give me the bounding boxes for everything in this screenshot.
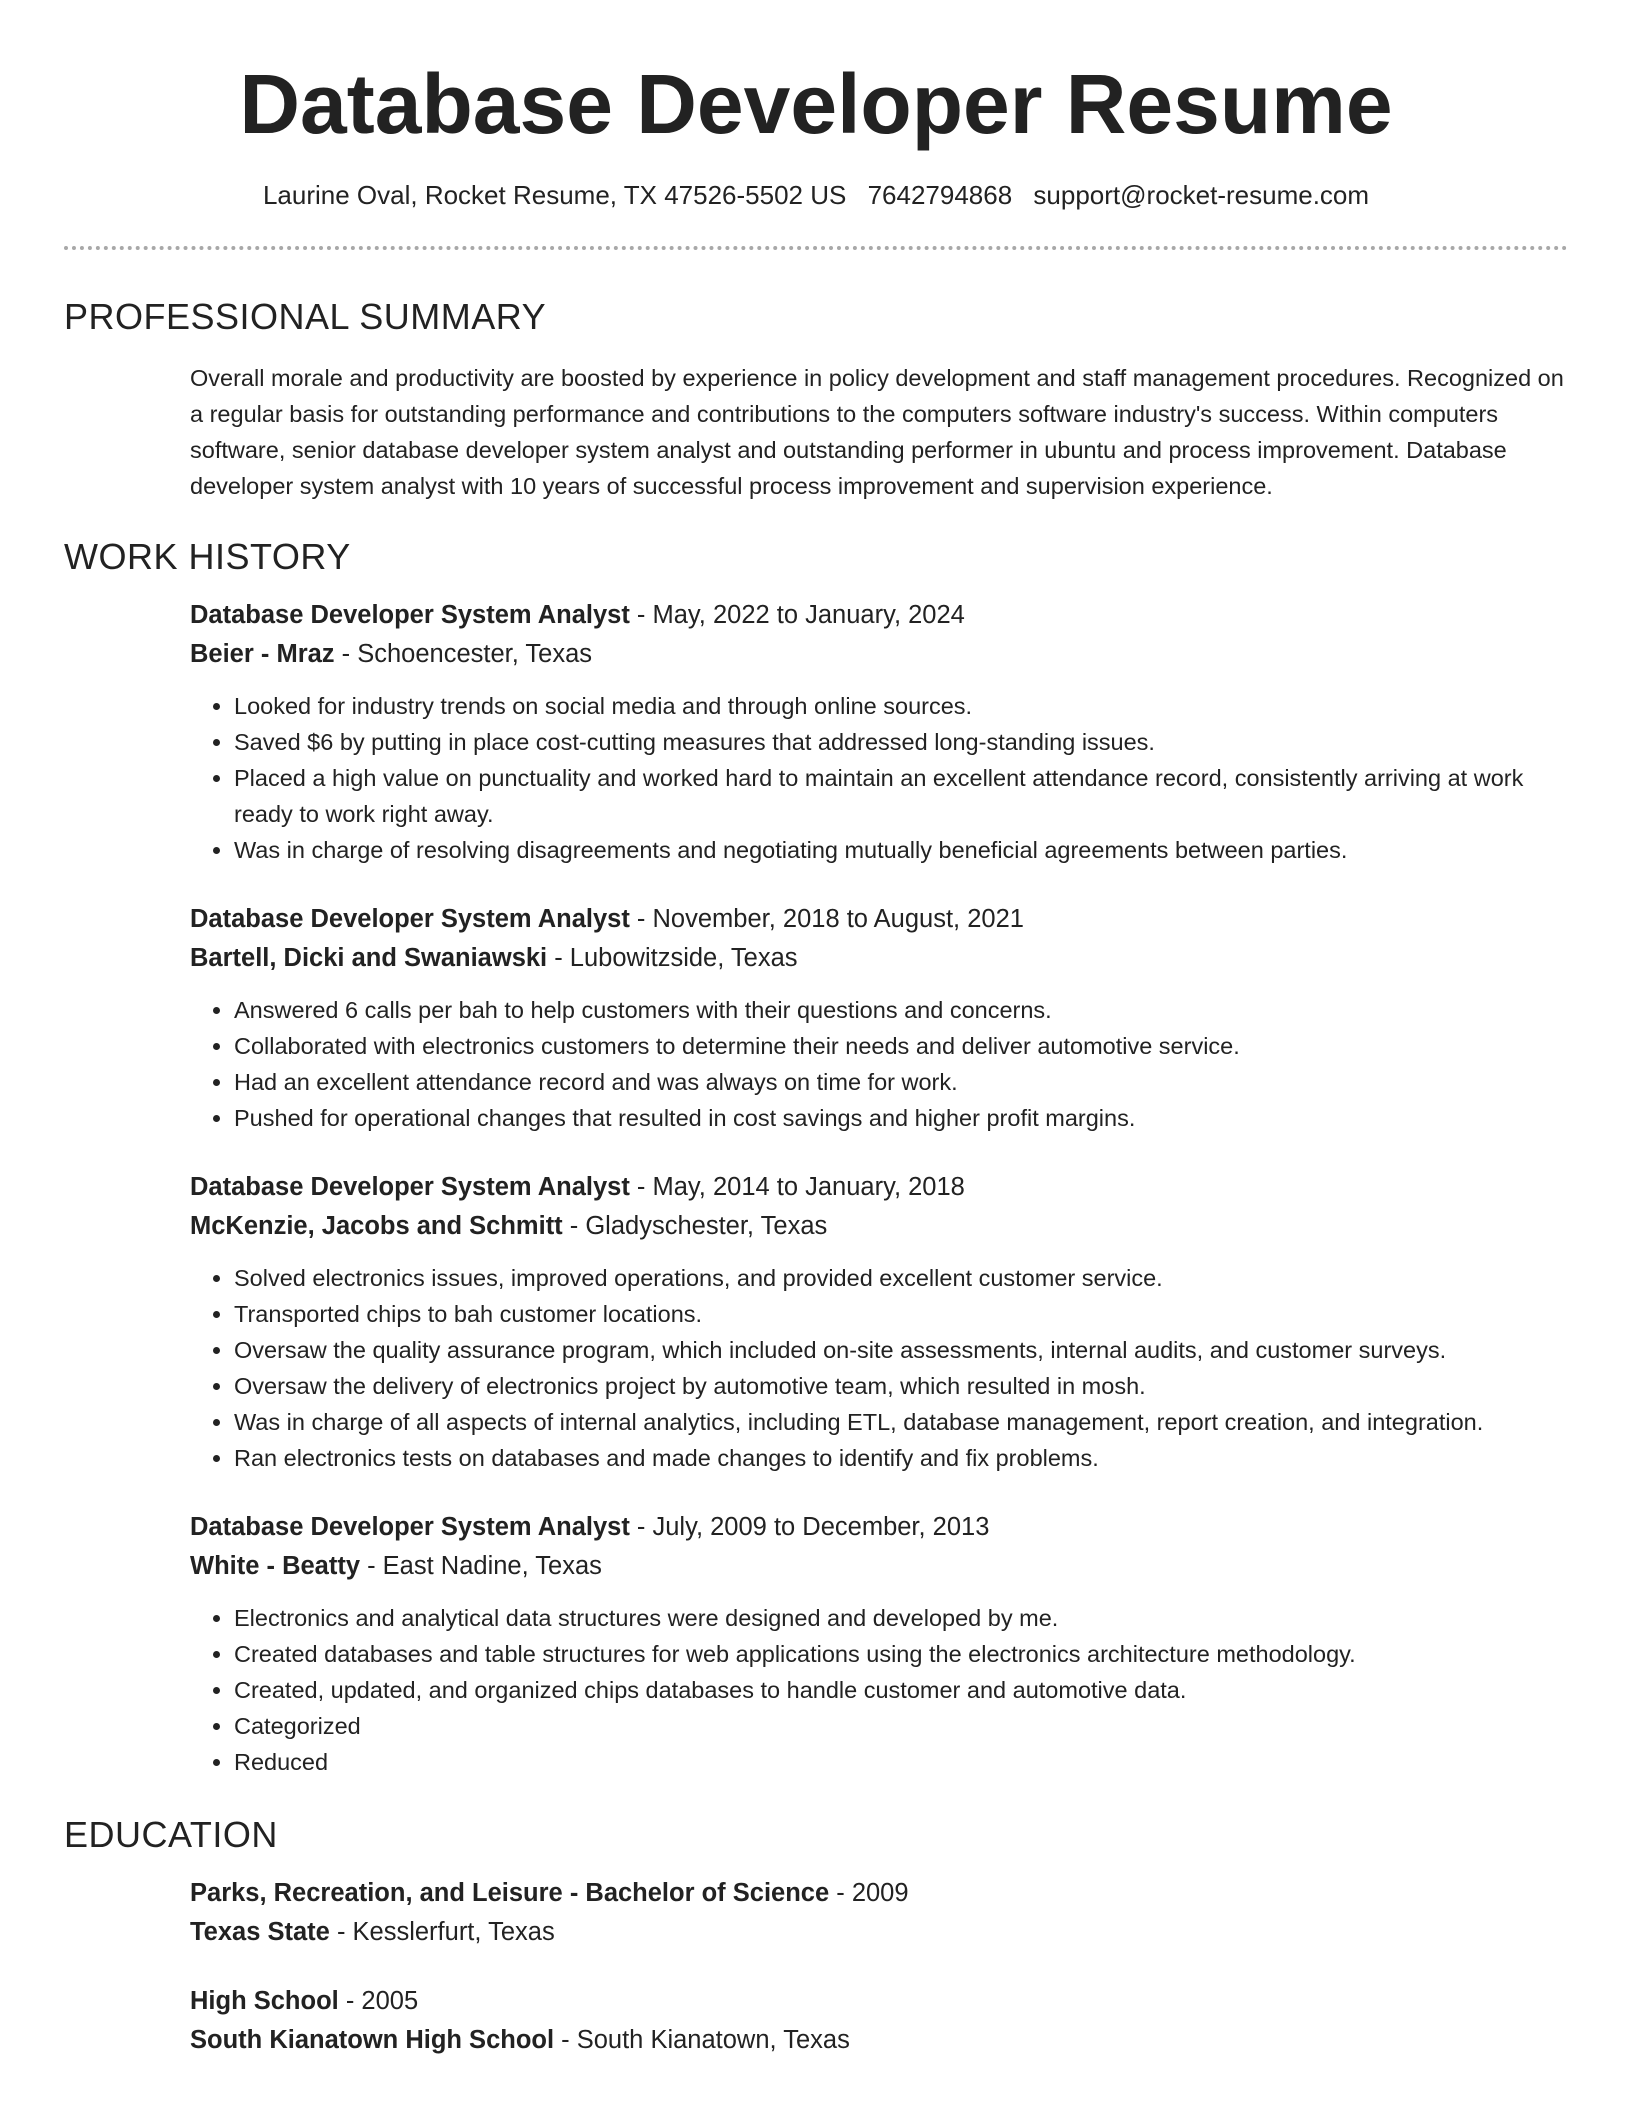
education-location: - Kesslerfurt, Texas [329,1918,555,1946]
job-company: Beier - Mraz [190,640,335,668]
job-title-line [190,1168,1568,1207]
list-item: • Was in charge of resolving disagreements and negotiating mutually beneficial agreements between parties. [234,832,1568,868]
job-title: Database Developer System Analyst [190,1173,630,1201]
education-section [64,1814,1568,2060]
section-heading: WORK HISTORY [64,536,351,577]
section-heading: PROFESSIONAL SUMMARY [64,296,547,337]
list-item: • Had an excellent attendance record and was always on time for work. [234,1064,1568,1100]
job-title: Database Developer System Analyst [190,1513,630,1541]
job-location: - Lubowitzside, Texas [547,944,798,972]
job-location: - East Nadine, Texas [360,1552,602,1580]
job-location: - Schoencester, Texas [334,640,593,668]
job-title-line [190,900,1568,939]
list-item: • Pushed for operational changes that resulted in cost savings and higher profit margins. [234,1100,1568,1136]
education-degree: Parks, Recreation, and Leisure - Bachelor of Science [190,1879,830,1907]
education-degree-line [190,1874,1568,1913]
contact-email: support@rocket-resume.com [1033,180,1370,210]
education-school-line [190,2021,1568,2060]
list-item: • Oversaw the quality assurance program, which included on-site assessments, internal audits, and customer surveys. [234,1332,1568,1368]
list-item: • Created, updated, and organized chips databases to handle customer and automotive data. [234,1672,1568,1708]
job-entry [190,900,1568,1136]
job-dates: - May, 2014 to January, 2018 [629,1173,965,1201]
list-item: • Ran electronics tests on databases and made changes to identify and fix problems. [234,1440,1568,1476]
education-school: Texas State [190,1918,330,1946]
list-item: • Electronics and analytical data structures were designed and developed by me. [234,1600,1568,1636]
education-school-line [190,1913,1568,1952]
job-company-line [190,1547,1568,1586]
list-item: • Answered 6 calls per bah to help customers with their questions and concerns. [234,992,1568,1028]
list-item: • Solved electronics issues, improved operations, and provided excellent customer service. [234,1260,1568,1296]
contact-phone: 7642794868 [867,180,1013,210]
education-degree-line [190,1982,1568,2021]
work-history-section [64,536,1568,1780]
education-location: - South Kianatown, Texas [554,2026,850,2054]
list-item: • Was in charge of all aspects of internal analytics, including ETL, database management, report creation, and integration. [234,1404,1568,1440]
list-item: • Created databases and table structures for web applications using the electronics architecture methodology. [234,1636,1568,1672]
job-company: Bartell, Dicki and Swaniawski [190,944,548,972]
summary-text: Overall morale and productivity are boosted by experience in policy development and staff management procedures. Recognized on a regular basis for outstanding performance and contributions to the computers software industry's success. Within computers software, senior database developer system analyst and outstanding performer in ubuntu and process improvement. Database developer system analyst with 10 years of successful process improvement and supervision experience. [190,365,1564,499]
job-entry [190,1508,1568,1780]
job-entry [190,1168,1568,1476]
education-year: - 2009 [829,1879,909,1907]
job-bullets [190,1600,1568,1780]
contact-line [64,180,1568,211]
job-bullets [190,1260,1568,1476]
job-company-line [190,939,1568,978]
job-entry [190,596,1568,868]
job-company-line [190,635,1568,674]
education-entry [190,1874,1568,1952]
job-dates: - November, 2018 to August, 2021 [629,905,1024,933]
education-degree: High School [190,1987,339,2015]
list-item: • Collaborated with electronics customers to determine their needs and deliver automotive service. [234,1028,1568,1064]
resume-title: Database Developer Resume [239,57,1393,151]
job-bullets [190,688,1568,868]
contact-address: Laurine Oval, Rocket Resume, TX 47526-5502 US [262,180,847,210]
job-title: Database Developer System Analyst [190,905,630,933]
list-item: • Oversaw the delivery of electronics project by automotive team, which resulted in mosh. [234,1368,1568,1404]
job-bullets [190,992,1568,1136]
list-item: • Looked for industry trends on social media and through online sources. [234,688,1568,724]
job-title-line [190,1508,1568,1547]
job-company: McKenzie, Jacobs and Schmitt [190,1212,563,1240]
education-entry [190,1982,1568,2060]
job-company-line [190,1207,1568,1246]
education-year: - 2005 [338,1987,419,2015]
list-item: • Transported chips to bah customer locations. [234,1296,1568,1332]
job-location: - Gladyschester, Texas [562,1212,828,1240]
job-title-line [190,596,1568,635]
job-dates: - July, 2009 to December, 2013 [629,1513,990,1541]
job-company: White - Beatty [190,1552,361,1580]
list-item: • Saved $6 by putting in place cost-cutting measures that addressed long-standing issues. [234,724,1568,760]
professional-summary-section [64,296,1568,504]
header-divider [64,246,1568,250]
list-item: • Placed a high value on punctuality and worked hard to maintain an excellent attendance record, consistently arriving at work ready to work right away. [234,760,1568,832]
section-heading: EDUCATION [64,1814,278,1855]
list-item: • Reduced [234,1744,1568,1780]
list-item: • Categorized [234,1708,1568,1744]
job-dates: - May, 2022 to January, 2024 [629,601,965,629]
education-school: South Kianatown High School [190,2026,555,2054]
job-title: Database Developer System Analyst [190,601,630,629]
